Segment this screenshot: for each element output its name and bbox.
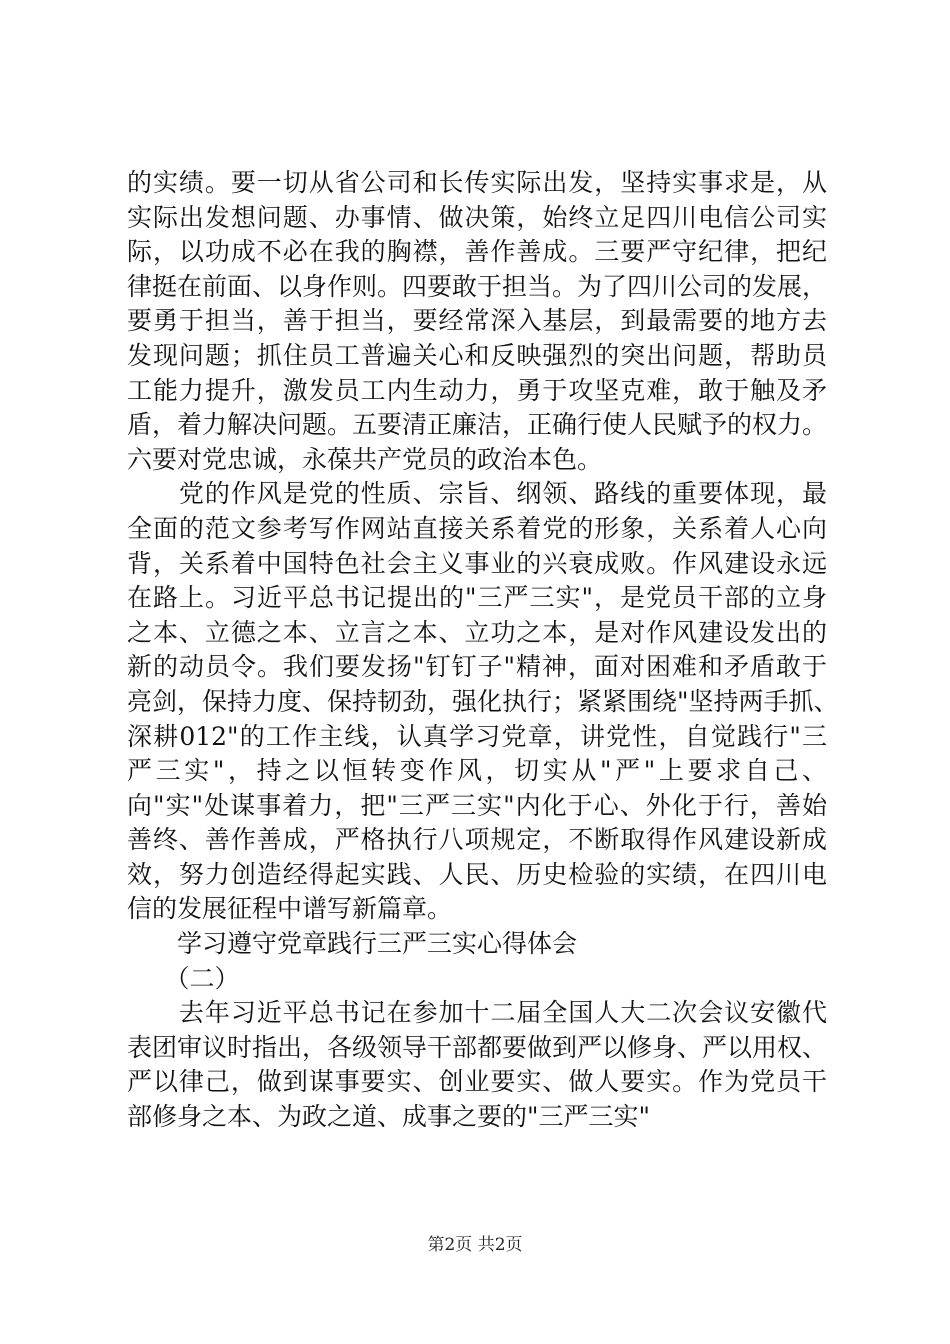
text-line: 要勇于担当，善于担当，要经常深入基层，到最需要的地方去 bbox=[127, 306, 827, 336]
text-line: 严以律己，做到谋事要实、创业要实、做人要实。作为党员干 bbox=[127, 1067, 827, 1097]
page-number: 第2页 共2页 bbox=[427, 1235, 523, 1255]
text-line: 学习遵守党章践行三严三实心得体会 bbox=[127, 929, 578, 959]
text-line: 实际出发想问题、办事情、做决策，始终立足四川电信公司实 bbox=[127, 202, 827, 232]
text-line: 善终、善作善成，严格执行八项规定，不断取得作风建设新成 bbox=[127, 825, 827, 855]
text-line: 工能力提升，激发员工内生动力，勇于攻坚克难，敢于触及矛 bbox=[127, 375, 827, 405]
text-line: 六要对党忠诚，永葆共产党员的政治本色。 bbox=[127, 444, 603, 474]
paragraph-3 bbox=[127, 996, 827, 1134]
text-line: 之本、立德之本、立言之本、立功之本，是对作风建设发出的 bbox=[127, 617, 827, 647]
text-line: 发现问题；抓住员工普遍关心和反映强烈的突出问题，帮助员 bbox=[127, 340, 827, 370]
text-line: 的实绩。要一切从省公司和长传实际出发，坚持实事求是，从 bbox=[127, 168, 827, 197]
text-line: 新的动员令。我们要发扬"钉钉子"精神，面对困难和矛盾敢于 bbox=[127, 652, 827, 682]
section-title bbox=[127, 927, 827, 962]
text-line: 律挺在前面、以身作则。四要敢于担当。为了四川公司的发展， bbox=[127, 271, 828, 301]
section-number bbox=[127, 962, 827, 997]
text-line: 信的发展征程中谱写新篇章。 bbox=[127, 894, 453, 924]
page-footer bbox=[0, 1234, 950, 1256]
text-line: （二） bbox=[127, 963, 240, 993]
text-line: 向"实"处谋事着力，把"三严三实"内化于心、外化于行，善始 bbox=[127, 790, 827, 820]
text-line: 在路上。习近平总书记提出的"三严三实"，是党员干部的立身 bbox=[127, 583, 827, 613]
body-text bbox=[127, 166, 839, 1135]
paragraph-2 bbox=[127, 477, 839, 927]
text-line: 盾，着力解决问题。五要清正廉洁，正确行使人民赋予的权力。 bbox=[127, 410, 828, 440]
text-line: 表团审议时指出，各级领导干部都要做到严以修身、严以用权、 bbox=[127, 1032, 828, 1062]
text-line: 部修身之本、为政之道、成事之要的"三严三实" bbox=[127, 1102, 650, 1132]
text-line: 深耕012"的工作主线，认真学习党章，讲党性，自觉践行"三 bbox=[127, 721, 827, 751]
text-line: 际，以功成不必在我的胸襟，善作善成。三要严守纪律，把纪 bbox=[127, 237, 827, 267]
paragraph-1 bbox=[127, 166, 827, 477]
text-line: 效，努力创造经得起实践、人民、历史检验的实绩，在四川电 bbox=[127, 859, 827, 889]
text-line: 全面的范文参考写作网站直接关系着党的形象，关系着人心向 bbox=[127, 513, 827, 543]
text-line: 严三实"，持之以恒转变作风，切实从"严"上要求自己、 bbox=[127, 756, 827, 786]
text-line: 党的作风是党的性质、宗旨、纲领、路线的重要体现，最 bbox=[127, 479, 827, 509]
text-line: 去年习近平总书记在参加十二届全国人大二次会议安徽代 bbox=[127, 998, 827, 1028]
text-line: 背，关系着中国特色社会主义事业的兴衰成败。作风建设永远 bbox=[127, 548, 827, 578]
text-line: 亮剑，保持力度、保持韧劲，强化执行；紧紧围绕"坚持两手抓、 bbox=[127, 686, 839, 716]
